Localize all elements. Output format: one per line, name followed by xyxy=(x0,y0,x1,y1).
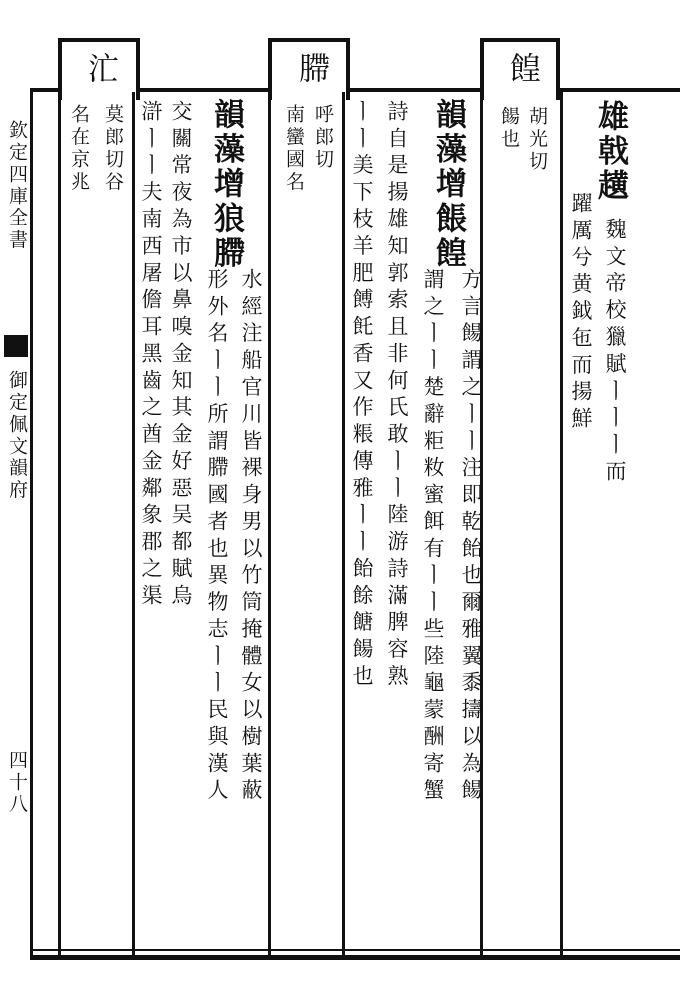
column-6-text: ㅣㅣ美下枝羊肥餺飥香又作粻傳雅ㅣㅣ飴餘餹餳也 xyxy=(350,100,374,692)
headword-1-gloss: 餳也 xyxy=(498,106,520,151)
column-divider xyxy=(560,92,563,957)
headword-2: 䐭 xyxy=(293,52,329,88)
column-10-text: 滸ㅣㅣ夫南西屠儋耳黑齒之酋金鄰象郡之渠 xyxy=(139,100,163,611)
headword-3-reading: 莫郎切谷 xyxy=(102,104,124,194)
column-1-head: 雄戟趪 xyxy=(592,100,628,205)
headword-1: 餭 xyxy=(504,52,540,88)
headword-3-gloss: 名在京兆 xyxy=(68,104,90,194)
column-1-text-2: 躍厲兮黄鉞㐌而揚鮮 xyxy=(569,192,593,434)
column-divider xyxy=(342,92,345,957)
column-divider xyxy=(58,92,61,957)
bottom-border-thin xyxy=(30,949,680,951)
column-3-head: 韻藻增餦餭 xyxy=(430,98,466,272)
headword-2-reading: 呼郎切 xyxy=(312,104,334,172)
page-number: 四十八 xyxy=(6,750,28,816)
column-5-text: 詩自是揚雄知郭索且非何氏敢ㅣㅣ陸游詩滿脾容熟 xyxy=(385,100,409,692)
fish-tail-mark xyxy=(4,335,28,357)
column-8-text: 形外名ㅣㅣ所謂䐭國者也異物志ㅣㅣ民與漢人 xyxy=(205,268,229,806)
bottom-border-thick xyxy=(30,955,680,960)
library-title: 欽定四庫全書 xyxy=(6,120,28,252)
column-9-text: 交關常夜為市以鼻嗅金知其金好惡吴都賦烏 xyxy=(169,100,193,611)
book-title: 御定佩文韻府 xyxy=(6,370,28,502)
column-4-text: 謂之ㅣㅣ楚辭粔籹蜜餌有ㅣㅣ些陸龜蒙酬寄蟹 xyxy=(421,268,445,806)
column-divider xyxy=(268,92,271,957)
column-divider xyxy=(132,92,135,957)
column-7-head: 韻藻增狼䐭 xyxy=(208,98,244,272)
column-1-text: 魏文帝校獵賦ㅣㅣㅣ而 xyxy=(603,218,627,487)
headword-3: 汒 xyxy=(82,52,118,88)
column-7-text: 水經注船官川皆裸身男以竹筒掩體女以樹葉蔽 xyxy=(239,268,263,806)
headword-1-reading: 胡光切 xyxy=(526,106,548,174)
headword-2-gloss: 南蠻國名 xyxy=(283,104,305,194)
column-3-text: 方言餳謂之ㅣㅣ注即乾飴也爾雅翼黍擣以為餳 xyxy=(459,268,483,806)
